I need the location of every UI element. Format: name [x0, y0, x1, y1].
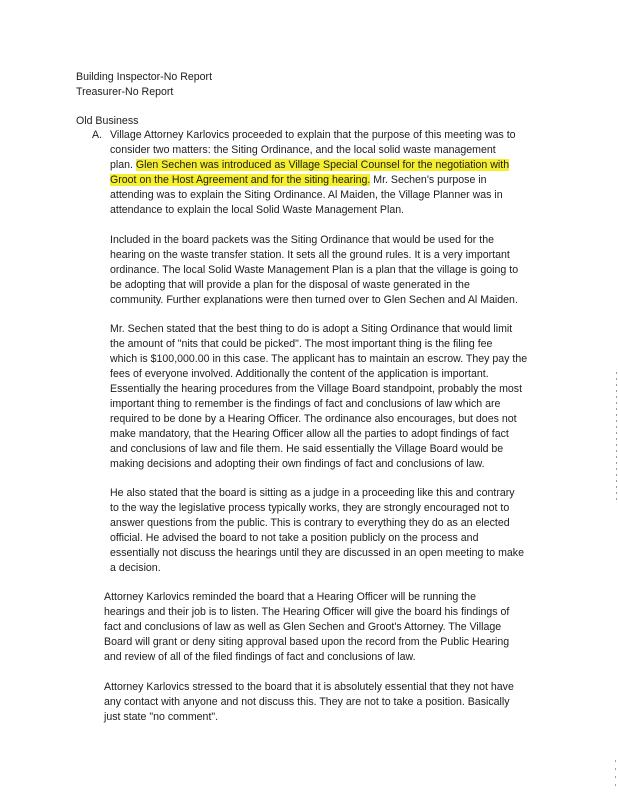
p2-line1: Included in the board packets was the Siting Ordinance that would be used for the — [110, 234, 494, 246]
p3-line1: Mr. Sechen stated that the best thing to do is adopt a Siting Ordinance that would limit — [110, 323, 513, 335]
scan-artifact — [615, 760, 616, 790]
p1-line1: Village Attorney Karlovics proceeded to explain that the purpose of this meeting was to — [110, 129, 516, 141]
p4-line2: to the way the legislative process typically works, they are strongly encouraged not to — [110, 502, 510, 514]
scan-artifact — [616, 372, 617, 502]
p4-line5: essentially not discuss the hearings until they are discussed in an open meeting to make — [110, 547, 524, 559]
document-page: Building Inspector-No Report Treasurer-No Report Old Business A. Village Attorney Karlovics proceeded to explain that the purpose of this meeting was to consider two matters: the Siting Ordinance, and the local solid waste management plan. Glen Sechen was introduced as Village Special Counsel for the negotiation with Groot on the Host Agreement and for the siting hearing. Mr. Sechen's purpose in attending was to explain the Siting Ordinance. Al Maiden, the Village Planner was in attendance to explain the local Solid Waste Management Plan. Included in the board packets was the Siting Ordinance that would be used for the hearing on the waste transfer station. It sets all the ground rules. It is a very important ordinance. The local Solid Waste Management Plan is a plan that the village is going to be adopting that will provide a plan for the disposal of waste generated in the community. Further explanations were then turned over to Glen Sechen and Al Maiden. Mr. Sechen stated that the best thing to do is adopt a Siting Ordinance that would limit the amount of "nits that could be picked". The most important thing is the filing fee which is $100,000.00 in this case. The applicant has to maintain an escrow. They pay the fees of everyone involved. Additionally the content of the application is important. Essentially the hearing procedures from the Village Board standpoint, probably the most important thing to remember is the findings of fact and conclusions of law which are required to be done by a Hearing Officer. The ordinance also encourages, but does not make mandatory, that the Hearing Officer allow all the parties to adopt findings of fact and conclusions of law and file them. He said essentially the Village Board would be making decisions and adopting their own findings of fact and conclusions of law. He also stated that the board is sitting as a judge in a proceeding like this and contrary to the way the legislative process typically works, they are strongly encouraged not to answer questions from the public. This is contrary to everything they do as an elected official. He advised the board to not take a position publicly on the process and essentially not discuss the hearings until they are discussed in an open meeting to make a decision. Attorney Karlovics reminded the board that a Hearing Officer will be running the hearings and their job is to listen. The Hearing Officer will give the board his findings of fact and conclusions of law as well as Glen Sechen and Groot's Attorney. The Village Board will grant or deny siting approval based upon the record from the Public Hearing and review of all of the filed findings of fact and conclusions of law. Attorney Karlovics stressed to the board that it is absolutely essential that they not have any contact with anyone and not discuss this. They are not to take a position. Basically just state "no comment". — [0, 0, 618, 800]
p3-line8: make mandatory, that the Hearing Officer allow all the parties to adopt findings of fact — [110, 428, 509, 440]
p6-line2: any contact with anyone and not discuss this. They are not to take a position. Basically — [104, 696, 510, 708]
p1-line3 — [110, 158, 618, 173]
p1-line4-post: Mr. Sechen's purpose in — [370, 174, 487, 186]
p2-line5: community. Further explanations were then turned over to Glen Sechen and Al Maiden. — [110, 294, 518, 306]
p1-line4 — [110, 173, 618, 188]
p2-line2: hearing on the waste transfer station. It sets all the ground rules. It is a very important — [110, 249, 510, 261]
p4-line3: answer questions from the public. This is contrary to everything they do as an elected — [110, 517, 510, 529]
p3-line9: and conclusions of law and file them. He said essentially the Village Board would be — [110, 443, 504, 455]
p2-line3: ordinance. The local Solid Waste Management Plan is a plan that the village is going to — [110, 264, 519, 276]
highlighted-text: Glen Sechen was introduced as Village Special Counsel for the negotiation with — [135, 159, 510, 171]
p6-line3: just state "no comment". — [104, 711, 219, 723]
p5-line3: fact and conclusions of law as well as Glen Sechen and Groot's Attorney. The Village — [104, 621, 502, 633]
p5-line5: and review of all of the filed findings of fact and conclusions of law. — [104, 651, 416, 663]
p4-line4: official. He advised the board to not take a position publicly on the process and — [110, 532, 479, 544]
p3-line7: required to be done by a Hearing Officer. The ordinance also encourages, but does not — [110, 413, 517, 425]
p3-line3: which is $100,000.00 in this case. The applicant has to maintain an escrow. They pay the — [110, 353, 528, 365]
p1-line5: attending was to explain the Siting Ordinance. Al Maiden, the Village Planner was in — [110, 189, 503, 201]
p1-line2: consider two matters: the Siting Ordinance, and the local solid waste management — [110, 144, 496, 156]
p4-line6: a decision. — [110, 562, 161, 574]
p4-line1: He also stated that the board is sitting as a judge in a proceeding like this and contrary — [110, 487, 515, 499]
p3-line5: Essentially the hearing procedures from the Village Board standpoint, probably the most — [110, 383, 523, 395]
highlighted-text: Groot on the Host Agreement and for the siting hearing. — [110, 174, 371, 186]
p3-line2: the amount of "nits that could be picked". The most important thing is the filing fee — [110, 338, 493, 350]
p5-line1: Attorney Karlovics reminded the board that a Hearing Officer will be running the — [104, 591, 476, 603]
p3-line6: important thing to remember is the findings of fact and conclusions of law which are — [110, 398, 501, 410]
p1-line6: attendance to explain the local Solid Waste Management Plan. — [110, 204, 405, 216]
p6-line1: Attorney Karlovics stressed to the board that it is absolutely essential that they not have — [104, 681, 514, 693]
p3-line4: fees of everyone involved. Additionally the content of the application is important. — [110, 368, 489, 380]
p5-line4: Board will grant or deny siting approval based upon the record from the Public Hearing — [104, 636, 510, 648]
p3-line10: making decisions and adopting their own findings of fact and conclusions of law. — [110, 458, 485, 470]
old-business-heading: Old Business — [76, 115, 139, 127]
p1-line3-pre: plan. — [110, 159, 136, 171]
building-inspector-report: Building Inspector-No Report — [76, 71, 213, 83]
p5-line2: hearings and their job is to listen. The Hearing Officer will give the board his findings of — [104, 606, 510, 618]
treasurer-report: Treasurer-No Report — [76, 86, 174, 98]
p2-line4: be adopting that will provide a plan for the disposal of waste generated in the — [110, 279, 470, 291]
